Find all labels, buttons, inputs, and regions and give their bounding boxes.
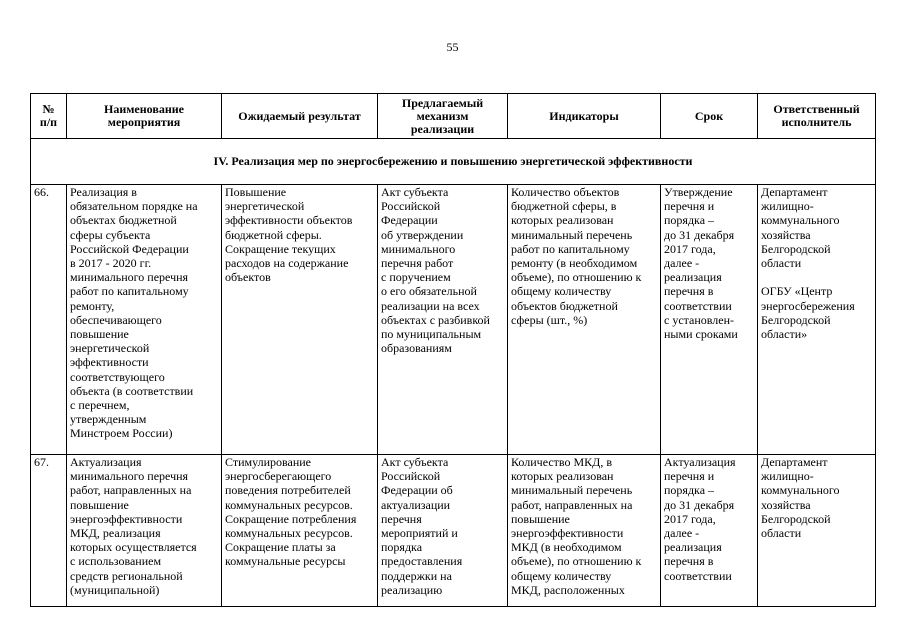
- header-term: Срок: [661, 94, 758, 139]
- row-num: 66.: [31, 185, 67, 455]
- row-term: Утверждение перечня и порядка – до 31 декабря 2017 года, далее - реализация перечня в соответствии с установлен- ными сроками: [661, 185, 758, 455]
- row-name: Актуализация минимального перечня работ, направленных на повышение энергоэффективности МКД, реализация которых осуществляется с использованием средств региональной (муниципальной): [67, 455, 222, 607]
- header-num: № п/п: [31, 94, 67, 139]
- header-mechanism: Предлагаемый механизм реализации: [378, 94, 508, 139]
- row-term: Актуализация перечня и порядка – до 31 декабря 2017 года, далее - реализация перечня в соответствии: [661, 455, 758, 607]
- measures-table: [30, 93, 876, 607]
- header-result: Ожидаемый результат: [222, 94, 378, 139]
- row-result: Стимулирование энергосберегающего поведения потребителей коммунальных ресурсов. Сокращение потребления коммунальных ресурсов. Сокращение платы за коммунальные ресурсы: [222, 455, 378, 607]
- row-mechanism: Акт субъекта Российской Федерации об утверждении минимального перечня работ с поручением о его обязательной реализации на всех объектах с разбивкой по муниципальным образованиям: [378, 185, 508, 455]
- section-row: [31, 139, 876, 185]
- row-indicators: Количество МКД, в которых реализован минимальный перечень работ, направленных на повышение энергоэффективности МКД (в необходимом объеме), по отношению к общему количеству МКД, расположенных: [508, 455, 661, 607]
- header-name: Наименование мероприятия: [67, 94, 222, 139]
- section-title: IV. Реализация мер по энергосбережению и повышению энергетической эффективности: [31, 139, 876, 185]
- header-indicators: Индикаторы: [508, 94, 661, 139]
- table-header-row: [31, 94, 876, 139]
- row-responsible: Департамент жилищно- коммунального хозяйства Белгородской области ОГБУ «Центр энергосбережения Белгородской области»: [758, 185, 876, 455]
- row-name: Реализация в обязательном порядке на объектах бюджетной сферы субъекта Российской Федерации в 2017 - 2020 гг. минимального перечня работ по капитальному ремонту, обеспечивающего повышение энергетической эффективности соответствующего объекта (в соответствии с перечнем, утвержденным Минстроем России): [67, 185, 222, 455]
- row-result: Повышение энергетической эффективности объектов бюджетной сферы. Сокращение текущих расходов на содержание объектов: [222, 185, 378, 455]
- header-responsible: Ответственный исполнитель: [758, 94, 876, 139]
- table-row: [31, 185, 876, 455]
- row-responsible: Департамент жилищно- коммунального хозяйства Белгородской области: [758, 455, 876, 607]
- page-number: 55: [446, 40, 459, 54]
- table-row: [31, 455, 876, 607]
- row-indicators: Количество объектов бюджетной сферы, в которых реализован минимальный перечень работ по капитальному ремонту (в необходимом объеме), по отношению к общему количеству объектов бюджетной сферы (шт., %): [508, 185, 661, 455]
- row-mechanism: Акт субъекта Российской Федерации об актуализации перечня мероприятий и порядка предоставления поддержки на реализацию: [378, 455, 508, 607]
- row-num: 67.: [31, 455, 67, 607]
